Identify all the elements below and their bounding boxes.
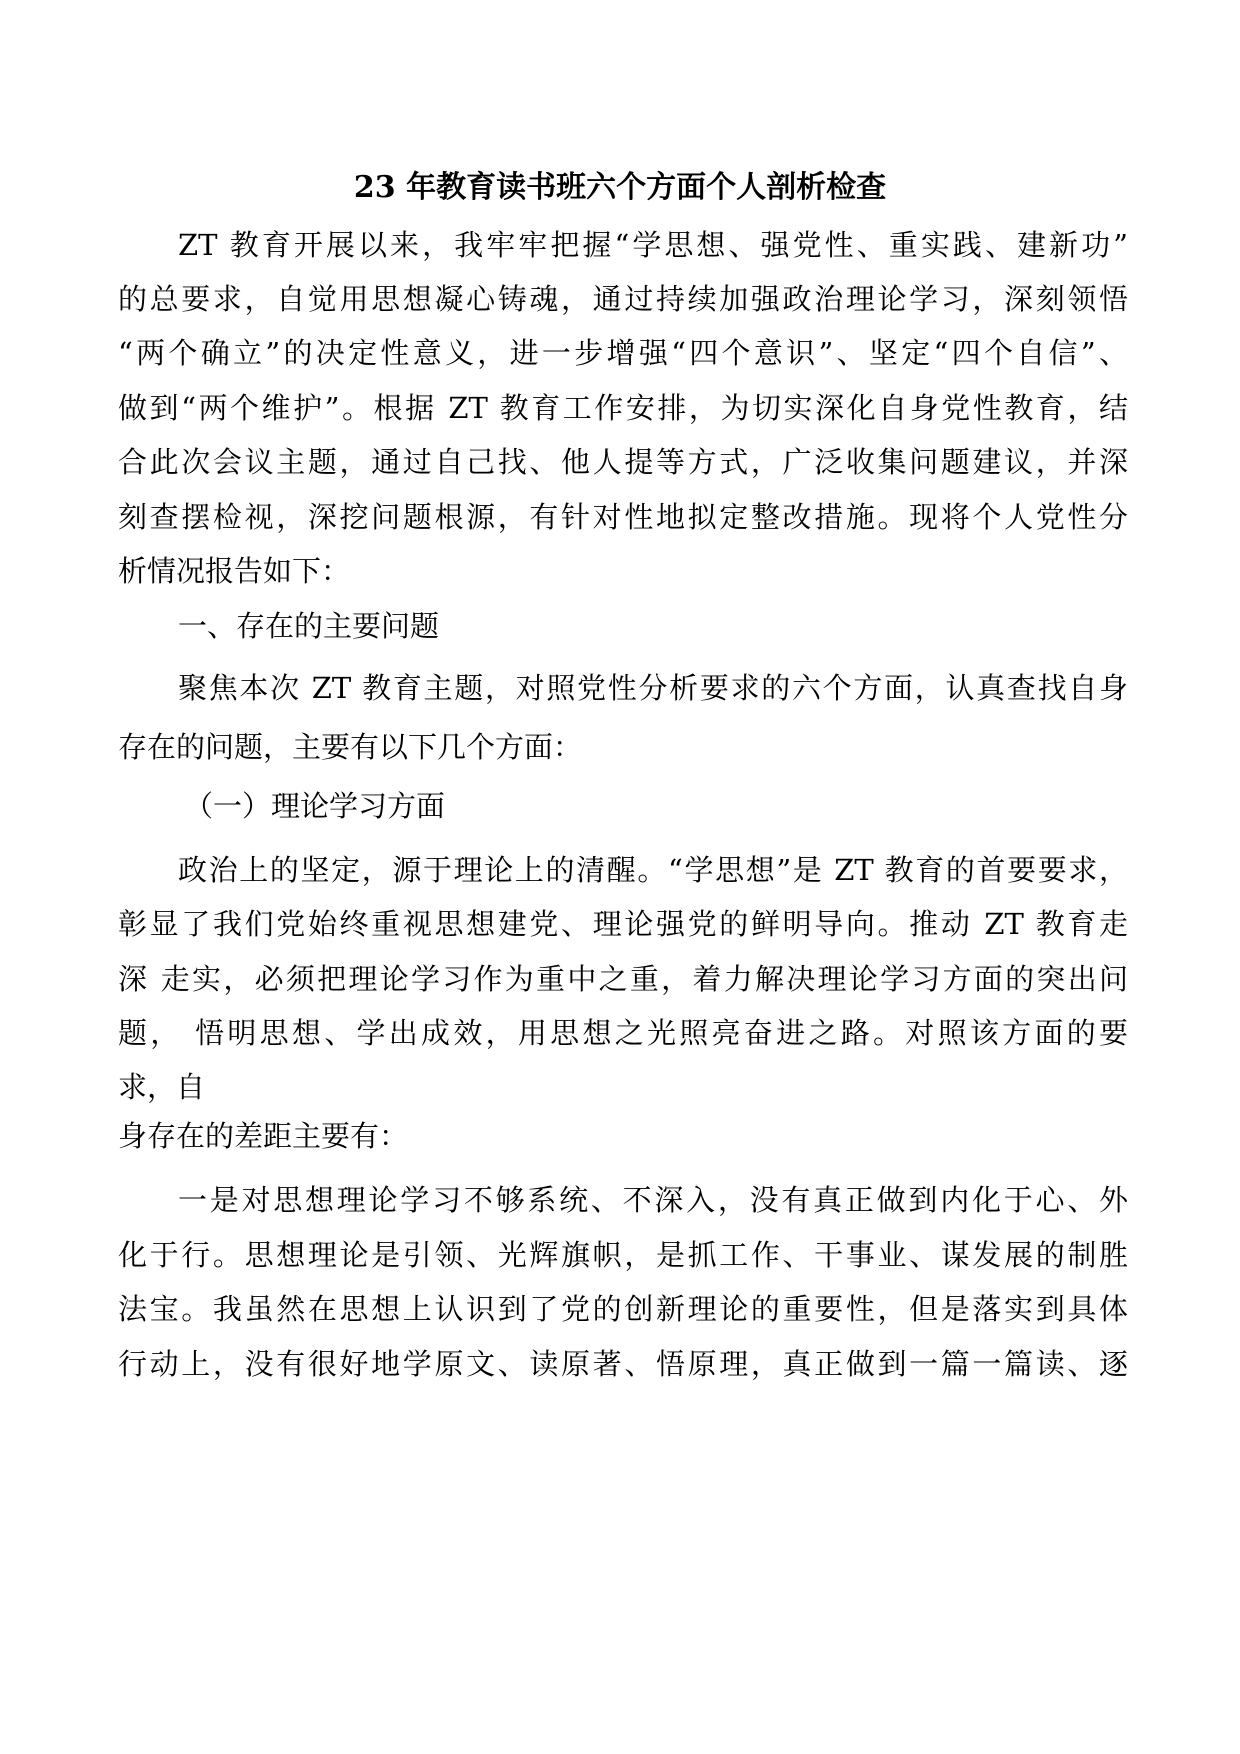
text-line: 聚焦本次 ZT 教育主题，对照党性分析要求的六个方面，认真查找自身	[178, 671, 1128, 705]
text-line: 彰显了我们党始终重视思想建党、理论强党的鲜明导向。推动 ZT 教育走	[118, 907, 1128, 941]
text-line: 的总要求，自觉用思想凝心铸魂，通过持续加强政治理论学习，深刻领悟	[118, 282, 1128, 316]
document-title: 23 年教育读书班六个方面个人剖析检查	[353, 170, 887, 205]
subsection-heading: （一）理论学习方面	[184, 789, 446, 823]
text-line: 一是对思想理论学习不够系统、不深入，没有真正做到内化于心、外	[178, 1183, 1128, 1217]
text-line: ZT 教育开展以来，我牢牢把握“学思想、强党性、重实践、建新功”	[178, 228, 1128, 262]
text-line: 化于行。思想理论是引领、光辉旗帜，是抓工作、干事业、谋发展的制胜	[118, 1238, 1128, 1272]
text-line: 深 走实，必须把理论学习作为重中之重，着力解决理论学习方面的突出问	[118, 962, 1128, 996]
text-line: “两个确立”的决定性意义，进一步增强“四个意识”、坚定“四个自信”、	[118, 336, 1128, 370]
section-heading: 一、存在的主要问题	[178, 609, 440, 643]
text-line: 行动上，没有很好地学原文、读原著、悟原理，真正做到一篇一篇读、逐	[118, 1347, 1128, 1381]
text-line: 题， 悟明思想、学出成效，用思想之光照亮奋进之路。对照该方面的要	[118, 1016, 1128, 1050]
text-line: 法宝。我虽然在思想上认识到了党的创新理论的重要性，但是落实到具体	[118, 1292, 1128, 1326]
text-line: 身存在的差距主要有：	[118, 1119, 409, 1153]
text-line: 求，自	[118, 1070, 206, 1104]
text-line: 合此次会议主题，通过自己找、他人提等方式，广泛收集问题建议，并深	[118, 445, 1128, 479]
text-line: 析情况报告如下：	[118, 554, 351, 588]
text-line: 政治上的坚定，源于理论上的清醒。“学思想”是 ZT 教育的首要要求，	[178, 853, 1128, 887]
text-line: 做到“两个维护”。根据 ZT 教育工作安排，为切实深化自身党性教育，结	[118, 391, 1128, 425]
text-line: 刻查摆检视，深挖问题根源，有针对性地拟定整改措施。现将个人党性分	[118, 500, 1128, 534]
text-line: 存在的问题，主要有以下几个方面：	[118, 730, 583, 764]
